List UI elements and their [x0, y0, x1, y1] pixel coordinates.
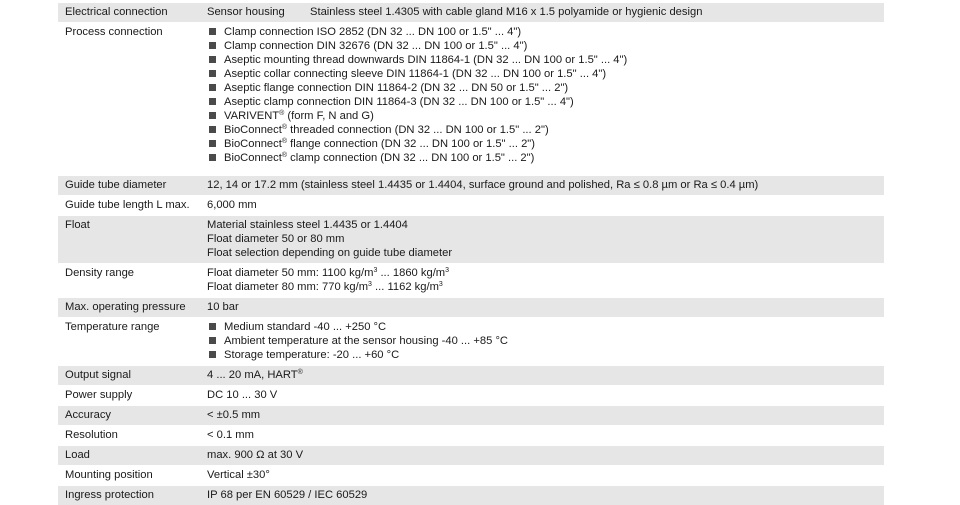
spec-label: Max. operating pressure — [65, 301, 186, 313]
square-bullet-icon — [209, 28, 216, 35]
text-part: threaded connection (DN 32 ... DN 100 or 1.5" ... 2") — [287, 124, 549, 136]
superscript: ® — [281, 124, 288, 131]
text-part: flange connection (DN 32 ... DN 100 or 1.5" ... 2") — [287, 138, 535, 150]
square-bullet-icon — [209, 337, 216, 344]
spec-value — [197, 176, 884, 195]
bullet-item — [207, 109, 884, 123]
value-line: Material stainless steel 1.4435 or 1.4404 — [207, 219, 408, 231]
spec-label: Power supply — [65, 389, 133, 401]
spec-value — [197, 196, 884, 215]
text-part: BioConnect — [224, 152, 282, 164]
square-bullet-icon — [209, 98, 216, 105]
spec-row — [58, 22, 884, 175]
spec-label: Density range — [65, 267, 135, 279]
spec-row — [58, 317, 884, 365]
text-part: BioConnect — [224, 138, 282, 150]
sub-value: Stainless steel 1.4305 with cable gland M16 x 1.5 polyamide or hygienic design — [310, 6, 703, 18]
text-part: VARIVENT — [224, 110, 280, 122]
value-line — [207, 368, 884, 382]
bullet-text: Aseptic flange connection DIN 11864-2 (DN 32 ... DN 50 or 1.5" ... 2") — [224, 82, 569, 94]
bullet-text: Aseptic mounting thread downwards DIN 11864-1 (DN 32 ... DN 100 or 1.5" ... 4") — [224, 54, 628, 66]
text-part: BioConnect — [224, 124, 282, 136]
spec-label: Guide tube length L max. — [65, 199, 190, 211]
spec-value — [197, 23, 884, 175]
spec-value — [197, 406, 884, 425]
superscript: ® — [281, 152, 288, 159]
superscript: 3 — [368, 281, 372, 288]
bullet-item — [207, 25, 884, 39]
value-line: max. 900 Ω at 30 V — [207, 449, 304, 461]
spec-label: Guide tube diameter — [65, 179, 167, 191]
value-line: < 0.1 mm — [207, 429, 254, 441]
spec-label: Ingress protection — [65, 489, 154, 501]
square-bullet-icon — [209, 42, 216, 49]
square-bullet-icon — [209, 154, 216, 161]
spec-label: Electrical connection — [65, 6, 168, 18]
superscript: 3 — [373, 267, 378, 274]
bullet-text: Clamp connection ISO 2852 (DN 32 ... DN 100 or 1.5" ... 4") — [224, 26, 522, 38]
text-part: Float diameter 80 mm: 770 kg/m — [207, 281, 369, 293]
value-line — [207, 280, 884, 294]
superscript: ® — [279, 110, 285, 117]
bullet-text: Storage temperature: -20 ... +60 °C — [224, 349, 400, 361]
square-bullet-icon — [209, 126, 216, 133]
spec-row — [58, 175, 884, 195]
bullet-text: Aseptic clamp connection DIN 11864-3 (DN 32 ... DN 100 or 1.5" ... 4") — [224, 96, 574, 108]
bullet-item — [207, 39, 884, 53]
spec-label: Mounting position — [65, 469, 153, 481]
spec-row — [58, 385, 884, 405]
square-bullet-icon — [209, 56, 216, 63]
spec-row — [58, 297, 884, 317]
spec-value — [197, 366, 884, 385]
text-part: ... 1860 kg/m — [377, 267, 446, 279]
bullet-item — [207, 67, 884, 81]
value-line — [207, 266, 884, 280]
spec-label: Resolution — [65, 429, 118, 441]
spec-value — [197, 466, 884, 485]
spec-label: Float — [65, 219, 90, 231]
value-line: Vertical ±30° — [207, 469, 270, 481]
bullet-text — [224, 109, 374, 123]
bullet-text — [224, 123, 549, 137]
bullet-item — [207, 95, 884, 109]
spec-row — [58, 405, 884, 425]
value-line: Float diameter 50 or 80 mm — [207, 233, 345, 245]
bullet-text — [224, 137, 535, 151]
superscript: ® — [281, 138, 288, 145]
spec-row — [58, 465, 884, 485]
bullet-text: Aseptic collar connecting sleeve DIN 11864-1 (DN 32 ... DN 100 or 1.5" ... 4") — [224, 68, 607, 80]
square-bullet-icon — [209, 70, 216, 77]
superscript: ® — [297, 369, 303, 376]
text-part: clamp connection (DN 32 ... DN 100 or 1.5" ... 2") — [287, 152, 535, 164]
spec-value — [197, 446, 884, 465]
spec-label: Process connection — [65, 26, 163, 38]
bullet-item — [207, 53, 884, 67]
spec-row — [58, 365, 884, 385]
bullet-text — [224, 151, 534, 165]
spec-row — [58, 2, 884, 22]
value-line — [207, 5, 884, 19]
bullet-item — [207, 151, 884, 165]
spec-value — [197, 3, 884, 22]
value-line: Float selection depending on guide tube diameter — [207, 247, 453, 259]
text-part: ... 1162 kg/m — [371, 281, 439, 293]
spec-label: Accuracy — [65, 409, 112, 421]
bullet-item — [207, 348, 884, 362]
spec-row — [58, 445, 884, 465]
bullet-item — [207, 320, 884, 334]
text-part: 4 ... 20 mA, HART — [207, 369, 298, 381]
spec-value — [197, 318, 884, 365]
square-bullet-icon — [209, 351, 216, 358]
square-bullet-icon — [209, 140, 216, 147]
superscript: 3 — [445, 267, 450, 274]
spec-table — [58, 2, 884, 505]
spec-row — [58, 263, 884, 297]
sub-label: Sensor housing — [207, 6, 285, 18]
value-line: DC 10 ... 30 V — [207, 389, 278, 401]
value-line: 6,000 mm — [207, 199, 257, 211]
square-bullet-icon — [209, 112, 216, 119]
spec-label: Output signal — [65, 369, 131, 381]
spec-row — [58, 485, 884, 505]
text-part: (form F, N and G) — [284, 110, 374, 122]
square-bullet-icon — [209, 323, 216, 330]
spec-row — [58, 215, 884, 263]
bullet-item — [207, 81, 884, 95]
bullet-item — [207, 123, 884, 137]
bullet-text: Ambient temperature at the sensor housing -40 ... +85 °C — [224, 335, 509, 347]
spec-label: Temperature range — [65, 321, 160, 333]
square-bullet-icon — [209, 84, 216, 91]
value-line: < ±0.5 mm — [207, 409, 261, 421]
bullet-text: Medium standard -40 ... +250 °C — [224, 321, 387, 333]
superscript: 3 — [438, 281, 443, 288]
spec-value — [197, 426, 884, 445]
bullet-item — [207, 334, 884, 348]
value-line: 10 bar — [207, 301, 239, 313]
spec-row — [58, 425, 884, 445]
text-part: Float diameter 50 mm: 1100 kg/m — [207, 267, 374, 279]
bullet-item — [207, 137, 884, 151]
spec-row — [58, 195, 884, 215]
value-line: 12, 14 or 17.2 mm (stainless steel 1.4435 or 1.4404, surface ground and polished, Ra ≤ 0.8 µm or Ra ≤ 0.4 µm) — [207, 179, 759, 191]
spec-value — [197, 216, 884, 263]
spec-label: Load — [65, 449, 90, 461]
value-line: IP 68 per EN 60529 / IEC 60529 — [207, 489, 368, 501]
spec-value — [197, 386, 884, 405]
bullet-text: Clamp connection DIN 32676 (DN 32 ... DN 100 or 1.5" ... 4") — [224, 40, 528, 52]
spec-value — [197, 298, 884, 317]
spec-value — [197, 264, 884, 297]
